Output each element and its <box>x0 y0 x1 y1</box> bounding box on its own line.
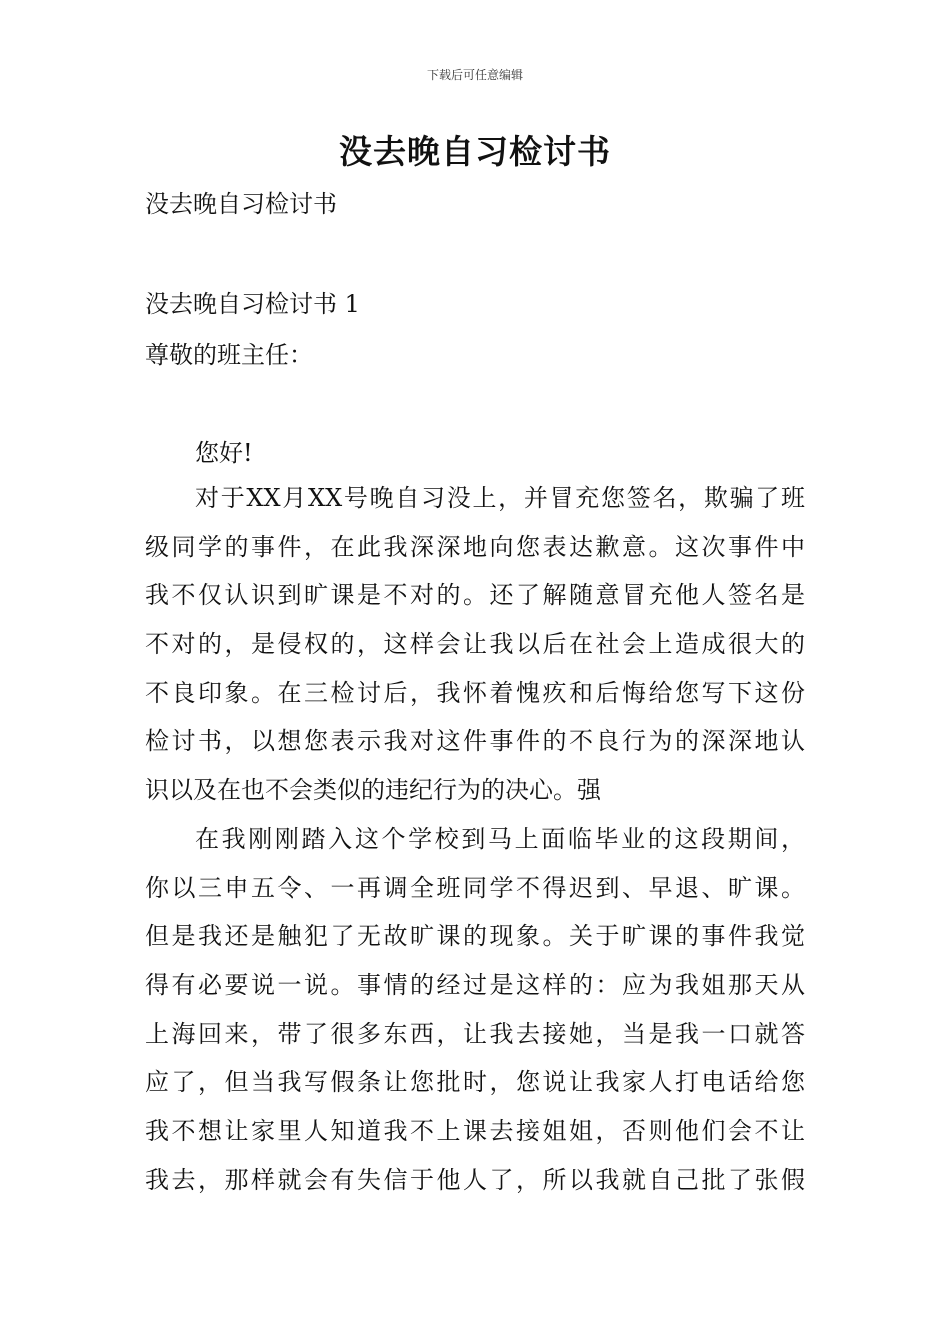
body-line: 检讨书，以想您表示我对这件事件的不良行为的深深地认 <box>145 727 805 756</box>
body-line: 我不想让家里人知道我不上课去接姐姐，否则他们会不让 <box>145 1116 805 1145</box>
body-line: 级同学的事件，在此我深深地向您表达歉意。这次事件中 <box>145 532 805 561</box>
body-line: 识以及在也不会类似的违纪行为的决心。强 <box>145 776 601 805</box>
body-line: 不对的，是侵权的，这样会让我以后在社会上造成很大的 <box>145 630 805 659</box>
salutation: 尊敬的班主任： <box>145 341 313 369</box>
document-title: 没去晚自习检讨书 <box>339 132 611 171</box>
body-line: 上海回来，带了很多东西，让我去接她，当是我一口就答 <box>145 1019 805 1048</box>
body-line: 不良印象。在三检讨后，我怀着愧疚和后悔给您写下这份 <box>145 678 805 707</box>
header-note: 下载后可任意编辑 <box>426 68 523 82</box>
greeting: 您好! <box>195 439 253 467</box>
body-line: 但是我还是触犯了无故旷课的现象。关于旷课的事件我觉 <box>145 922 805 951</box>
body-line: 你以三申五令、一再调全班同学不得迟到、早退、旷课。 <box>145 873 805 902</box>
body-line: 在我刚刚踏入这个学校到马上面临毕业的这段期间， <box>195 824 805 853</box>
body-line: 我不仅认识到旷课是不对的。还了解随意冒充他人签名是 <box>145 581 805 610</box>
letter-body <box>145 474 805 1204</box>
body-line: 得有必要说一说。事情的经过是这样的：应为我姐那天从 <box>145 970 805 999</box>
body-line: 应了，但当我写假条让您批时，您说让我家人打电话给您 <box>145 1068 805 1097</box>
section-heading: 没去晚自习检讨书 1 <box>145 290 360 318</box>
subtitle: 没去晚自习检讨书 <box>145 190 337 218</box>
body-line: 对于XX月XX号晚自习没上，并冒充您签名，欺骗了班 <box>195 484 805 512</box>
body-line: 我去，那样就会有失信于他人了，所以我就自己批了张假 <box>145 1165 805 1194</box>
